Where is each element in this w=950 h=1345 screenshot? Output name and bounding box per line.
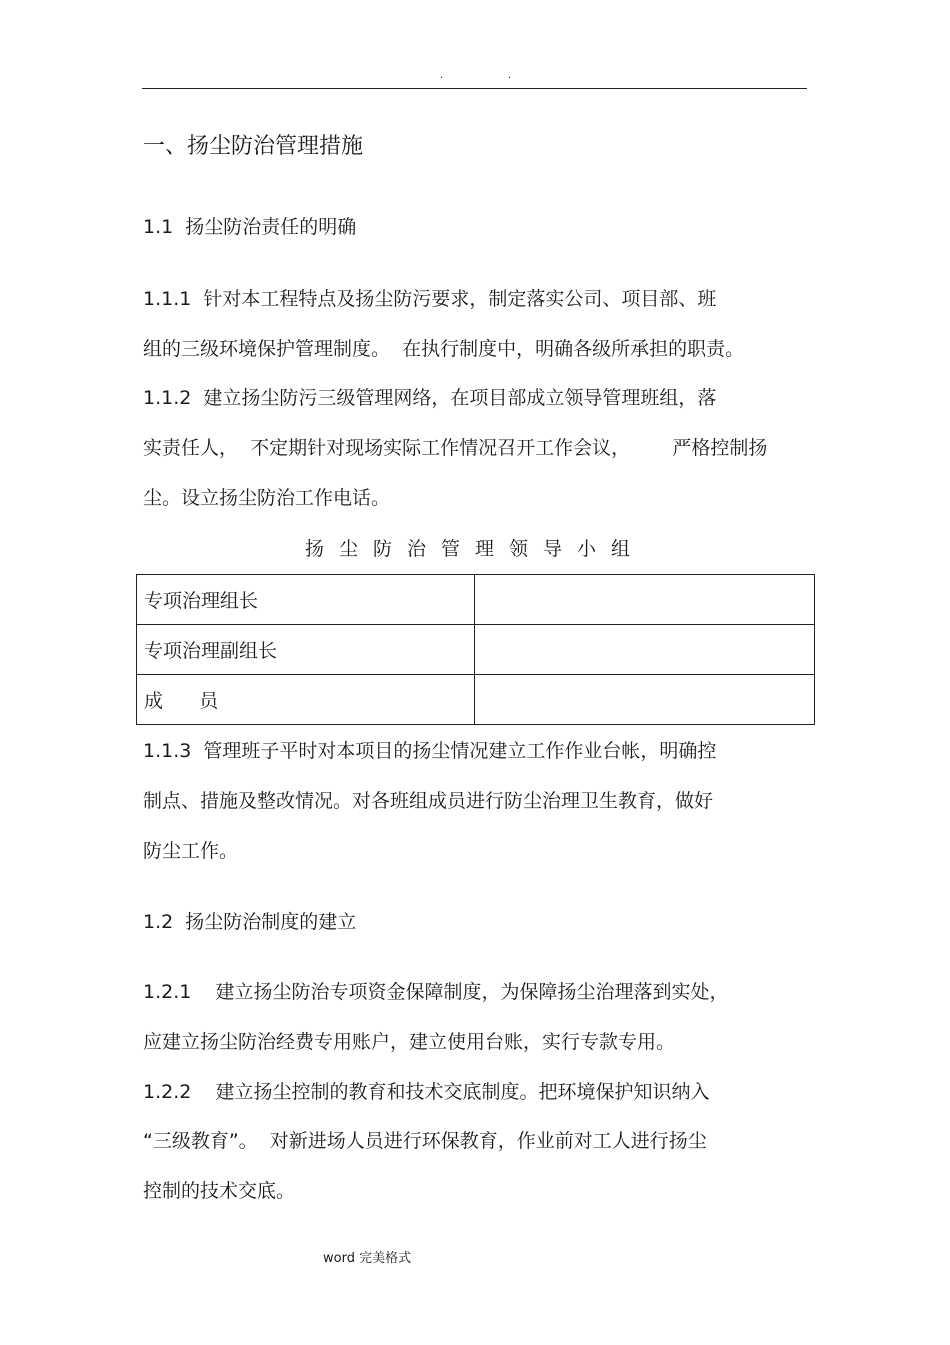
table-row [137, 575, 815, 625]
paragraph-line: 应建立扬尘防治经费专用账户，建立使用台账，实行专款专用。 [143, 1031, 676, 1053]
header-rule [142, 88, 807, 89]
paragraph-line: “三级教育”。 对新进场人员进行环保教育，作业前对工人进行扬尘 [143, 1130, 707, 1152]
paragraph-line: 组的三级环境保护管理制度。 在执行制度中，明确各级所承担的职责。 [143, 338, 745, 360]
name-cell [475, 675, 815, 725]
role-cell: 成 员 [137, 675, 475, 725]
role-cell: 专项治理副组长 [137, 625, 475, 675]
paragraph-line: 控制的技术交底。 [143, 1180, 296, 1202]
paragraph-line: 1.2.2 建立扬尘控制的教育和技术交底制度。把环境保护知识纳入 [143, 1081, 710, 1103]
role-cell: 专项治理组长 [137, 575, 475, 625]
table-row [137, 675, 815, 725]
subsection-title-1-2: 1.2 扬尘防治制度的建立 [143, 911, 357, 933]
paragraph-line: 1.1.2 建立扬尘防污三级管理网络，在项目部成立领导管理班组，落 [143, 387, 717, 409]
name-cell [475, 625, 815, 675]
name-cell [475, 575, 815, 625]
paragraph-line: 1.1.1 针对本工程特点及扬尘防污要求，制定落实公司、项目部、班 [143, 288, 717, 310]
table-title: 扬尘防治管理领导小组 [304, 538, 645, 560]
paragraph-line: 1.2.1 建立扬尘防治专项资金保障制度，为保障扬尘治理落到实处， [143, 981, 729, 1003]
paragraph-line: 实责任人， 不定期针对现场实际工作情况召开工作会议， 严格控制扬 [143, 437, 768, 459]
page-footer: word 完美格式 [323, 1251, 412, 1266]
paragraph-line: 防尘工作。 [143, 840, 239, 862]
header-dot-left: . [440, 70, 444, 81]
section-heading: 一、扬尘防治管理措施 [143, 134, 364, 159]
table-row [137, 625, 815, 675]
leadership-table [136, 574, 815, 725]
paragraph-line: 尘。设立扬尘防治工作电话。 [143, 487, 391, 509]
page-header [0, 70, 950, 82]
subsection-title-1-1: 1.1 扬尘防治责任的明确 [143, 216, 357, 238]
header-dot-right: . [508, 70, 512, 81]
paragraph-line: 1.1.3 管理班子平时对本项目的扬尘情况建立工作作业台帐，明确控 [143, 740, 717, 762]
paragraph-line: 制点、措施及整改情况。对各班组成员进行防尘治理卫生教育，做好 [143, 790, 714, 812]
